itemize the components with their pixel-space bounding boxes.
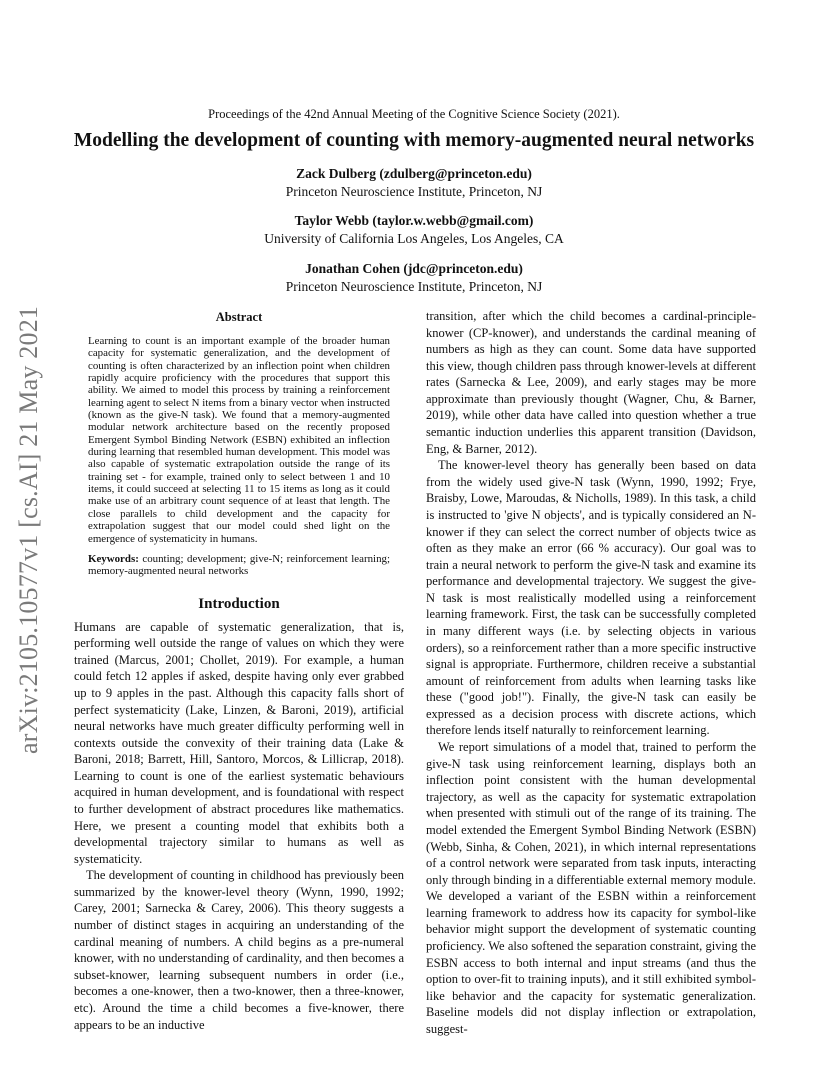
- intro-paragraph: transition, after which the child becomes a cardinal-principle-knower (CP-knower), and understands the cardinal meaning of numbers as high as they can count. Some data have supported this view, though children pass through knower-levels at different rates (Sarnecka & Lee, 2009), and early stages may be more approximate than previously thought (Wagner, Chu, & Barner, 2019), while other data have called into question whether a true semantic induction underlies this apparent transition (Davidson, Eng, & Barner, 2012).: [426, 309, 756, 456]
- author-name: Jonathan Cohen (jdc@princeton.edu): [305, 261, 523, 276]
- author-affiliation: Princeton Neuroscience Institute, Princeton, NJ: [285, 279, 543, 294]
- author-affiliation: University of California Los Angeles, Los Angeles, CA: [264, 231, 564, 246]
- arxiv-identifier: arXiv:2105.10577v1 [cs.AI] 21 May 2021: [14, 305, 43, 755]
- abstract-text: Learning to count is an important example of the broader human capacity for systematic generalization, and the development of counting is often characterized by an inflection point when children rapidly acquire proficiency with the procedures that support this ability. We aimed to model this process by training a reinforcement learning agent to select N items from a binary vector when instructed (known as the give-N task). We found that a memory-augmented modular network architecture based on the recently proposed Emergent Symbol Binding Network (ESBN) exhibited an inflection during learning that resembled human development. This model was also capable of systematic extrapolation outside the range of its training set - for example, trained only to select between 1 and 10 items, it could succeed at selecting 11 to 15 items as long as it could make use of an arbitrary count sequence of at least that length. The close parallels to child development and the capacity for extrapolation suggest that our model could shed light on the emergence of systematicity in humans.: [88, 335, 390, 545]
- paper-title: Modelling the development of counting with memory-augmented neural networks: [73, 130, 755, 151]
- introduction-heading: Introduction: [198, 595, 280, 612]
- intro-paragraph: We report simulations of a model that, trained to perform the give-N task using reinforcement learning, displays both an inflection point consistent with the human developmental trajectory, as well as the capacity for systematic extrapolation when presented with stimuli out of the range of its training. The model extended the Emergent Symbol Binding Network (ESBN) (Webb, Sinha, & Cohen, 2021), in which internal representations of a control network were separated from task inputs, interacting only through binding in a differentiable external memory module. We developed a variant of the ESBN within a reinforcement learning framework to address how its capacity for symbol-like behavior might support the development of systematic counting proficiency. We also softened the separation constraint, giving the ESBN access to both internal and input streams (and thus the option to over-fit to training inputs), and it still exhibited symbol-like behavior and the capacity for systematic generalization. Baseline models did not display inflection or extrapolation, suggest-: [426, 740, 756, 1036]
- author-block: [0, 260, 828, 296]
- author-block: [0, 212, 828, 248]
- keywords: [88, 553, 390, 578]
- author-name: Zack Dulberg (zdulberg@princeton.edu): [296, 166, 532, 181]
- abstract-heading: Abstract: [215, 310, 263, 324]
- left-column: [74, 310, 404, 1033]
- intro-paragraph: Humans are capable of systematic generalization, that is, performing well outside the range of values on which they were trained (Marcus, 2001; Chollet, 2019). For example, a human could fetch 12 apples if asked, despite having only ever grabbed up to 9 apples in the past. Although this capacity falls short of perfect systematicity (Lake, Linzen, & Baroni, 2019), artificial neural networks have much greater difficulty performing well in contexts outside the convexity of their training data (Lake & Baroni, 2018; Barrett, Hill, Santoro, Morcos, & Lillicrap, 2018). Learning to count is one of the earliest systematic behaviours acquired in human development, and is foundational with respect to further development of abstract procedures like mathematics. Here, we present a counting model that exhibits both a developmental trajectory similar to humans as well as systematicity.: [74, 619, 404, 866]
- author-affiliation: Princeton Neuroscience Institute, Princeton, NJ: [285, 184, 543, 199]
- author-name: Taylor Webb (taylor.w.webb@gmail.com): [294, 213, 534, 228]
- right-column: [426, 308, 756, 1037]
- keywords-text: counting; development; give-N; reinforcement learning; memory-augmented neural networks: [88, 552, 390, 578]
- intro-paragraph: The development of counting in childhood has previously been summarized by the knower-level theory (Wynn, 1990, 1992; Carey, 2001; Sarnecka & Carey, 2006). This theory suggests a number of distinct stages in acquiring an understanding of the cardinal meaning of numbers. A child begins as a pre-numeral knower, with no understanding of cardinality, and then becomes a subset-knower, learning subsequent numbers in order (i.e., becomes a one-knower, then a two-knower, then a three-knower, etc). Around the time a child becomes a five-knower, there appears to be an inductive: [74, 868, 404, 1032]
- author-block: [0, 165, 828, 201]
- proceedings-line: Proceedings of the 42nd Annual Meeting of the Cognitive Science Society (2021).: [208, 107, 620, 121]
- keywords-label: Keywords:: [88, 552, 139, 565]
- intro-paragraph: The knower-level theory has generally been based on data from the widely used give-N task (Wynn, 1990, 1992; Frye, Braisby, Lowe, Maroudas, & Nicholls, 1989). In this task, a child is instructed to 'give N objects', and is typically considered an N-knower if they can select the correct number of objects twice as often as they make an error (66 % accuracy). Our goal was to train a neural network to perform the give-N task and examine its performance and developmental trajectory. We suggest the give-N task is most realistically modelled using a reinforcement learning framework. First, the task can be successfully completed in many different ways (i.e. by selecting objects in various orders), so a reinforcement rather than a more specific instructive signal is appropriate. Furthermore, children receive a substantial amount of reinforcement from adults when learning tasks like these ("good job!"). Finally, the give-N task can easily be expressed as a decision process with discrete actions, which therefore lends itself naturally to reinforcement learning.: [426, 458, 756, 738]
